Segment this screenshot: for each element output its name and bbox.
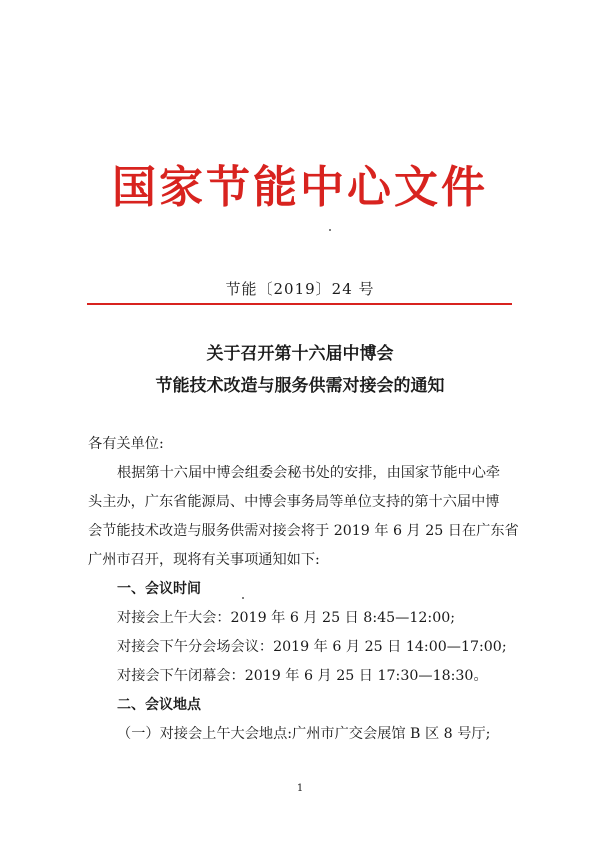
red-divider-line: [87, 303, 512, 305]
notice-body: [88, 430, 526, 749]
notice-title: [0, 338, 600, 402]
intro-line-3: 会节能技术改造与服务供需对接会将于 2019 年 6 月 25 日在广东省: [88, 523, 519, 539]
salutation: 各有关单位:: [88, 436, 164, 452]
notice-title-line-2: 节能技术改造与服务供需对接会的通知: [155, 376, 445, 396]
section-1-item-1: 对接会上午大会：2019 年 6 月 25 日 8:45—12:00;: [117, 610, 456, 626]
scan-speck: [329, 229, 331, 231]
document-number: 节能〔2019〕24 号: [225, 280, 375, 298]
scan-speck: [242, 597, 244, 599]
page-number: 1: [296, 783, 304, 794]
section-1-item-3: 对接会下午闭幕会：2019 年 6 月 25 日 17:30—18:30。: [117, 668, 488, 684]
intro-line-1: 根据第十六届中博会组委会秘书处的安排，由国家节能中心牵: [117, 465, 501, 481]
section-2-heading: 二、会议地点: [117, 697, 201, 713]
section-2-item-1: （一）对接会上午大会地点:广州市广交会展馆 B 区 8 号厅;: [117, 726, 491, 742]
intro-line-2: 头主办，广东省能源局、中博会事务局等单位支持的第十六届中博: [88, 494, 500, 510]
document-header-title: 国家节能中心文件: [112, 162, 488, 213]
intro-line-4: 广州市召开，现将有关事项通知如下:: [88, 552, 320, 568]
section-1-item-2: 对接会下午分会场会议：2019 年 6 月 25 日 14:00—17:00;: [117, 639, 507, 655]
section-1-heading: 一、会议时间: [117, 581, 201, 597]
notice-title-line-1: 关于召开第十六届中博会: [206, 344, 394, 364]
